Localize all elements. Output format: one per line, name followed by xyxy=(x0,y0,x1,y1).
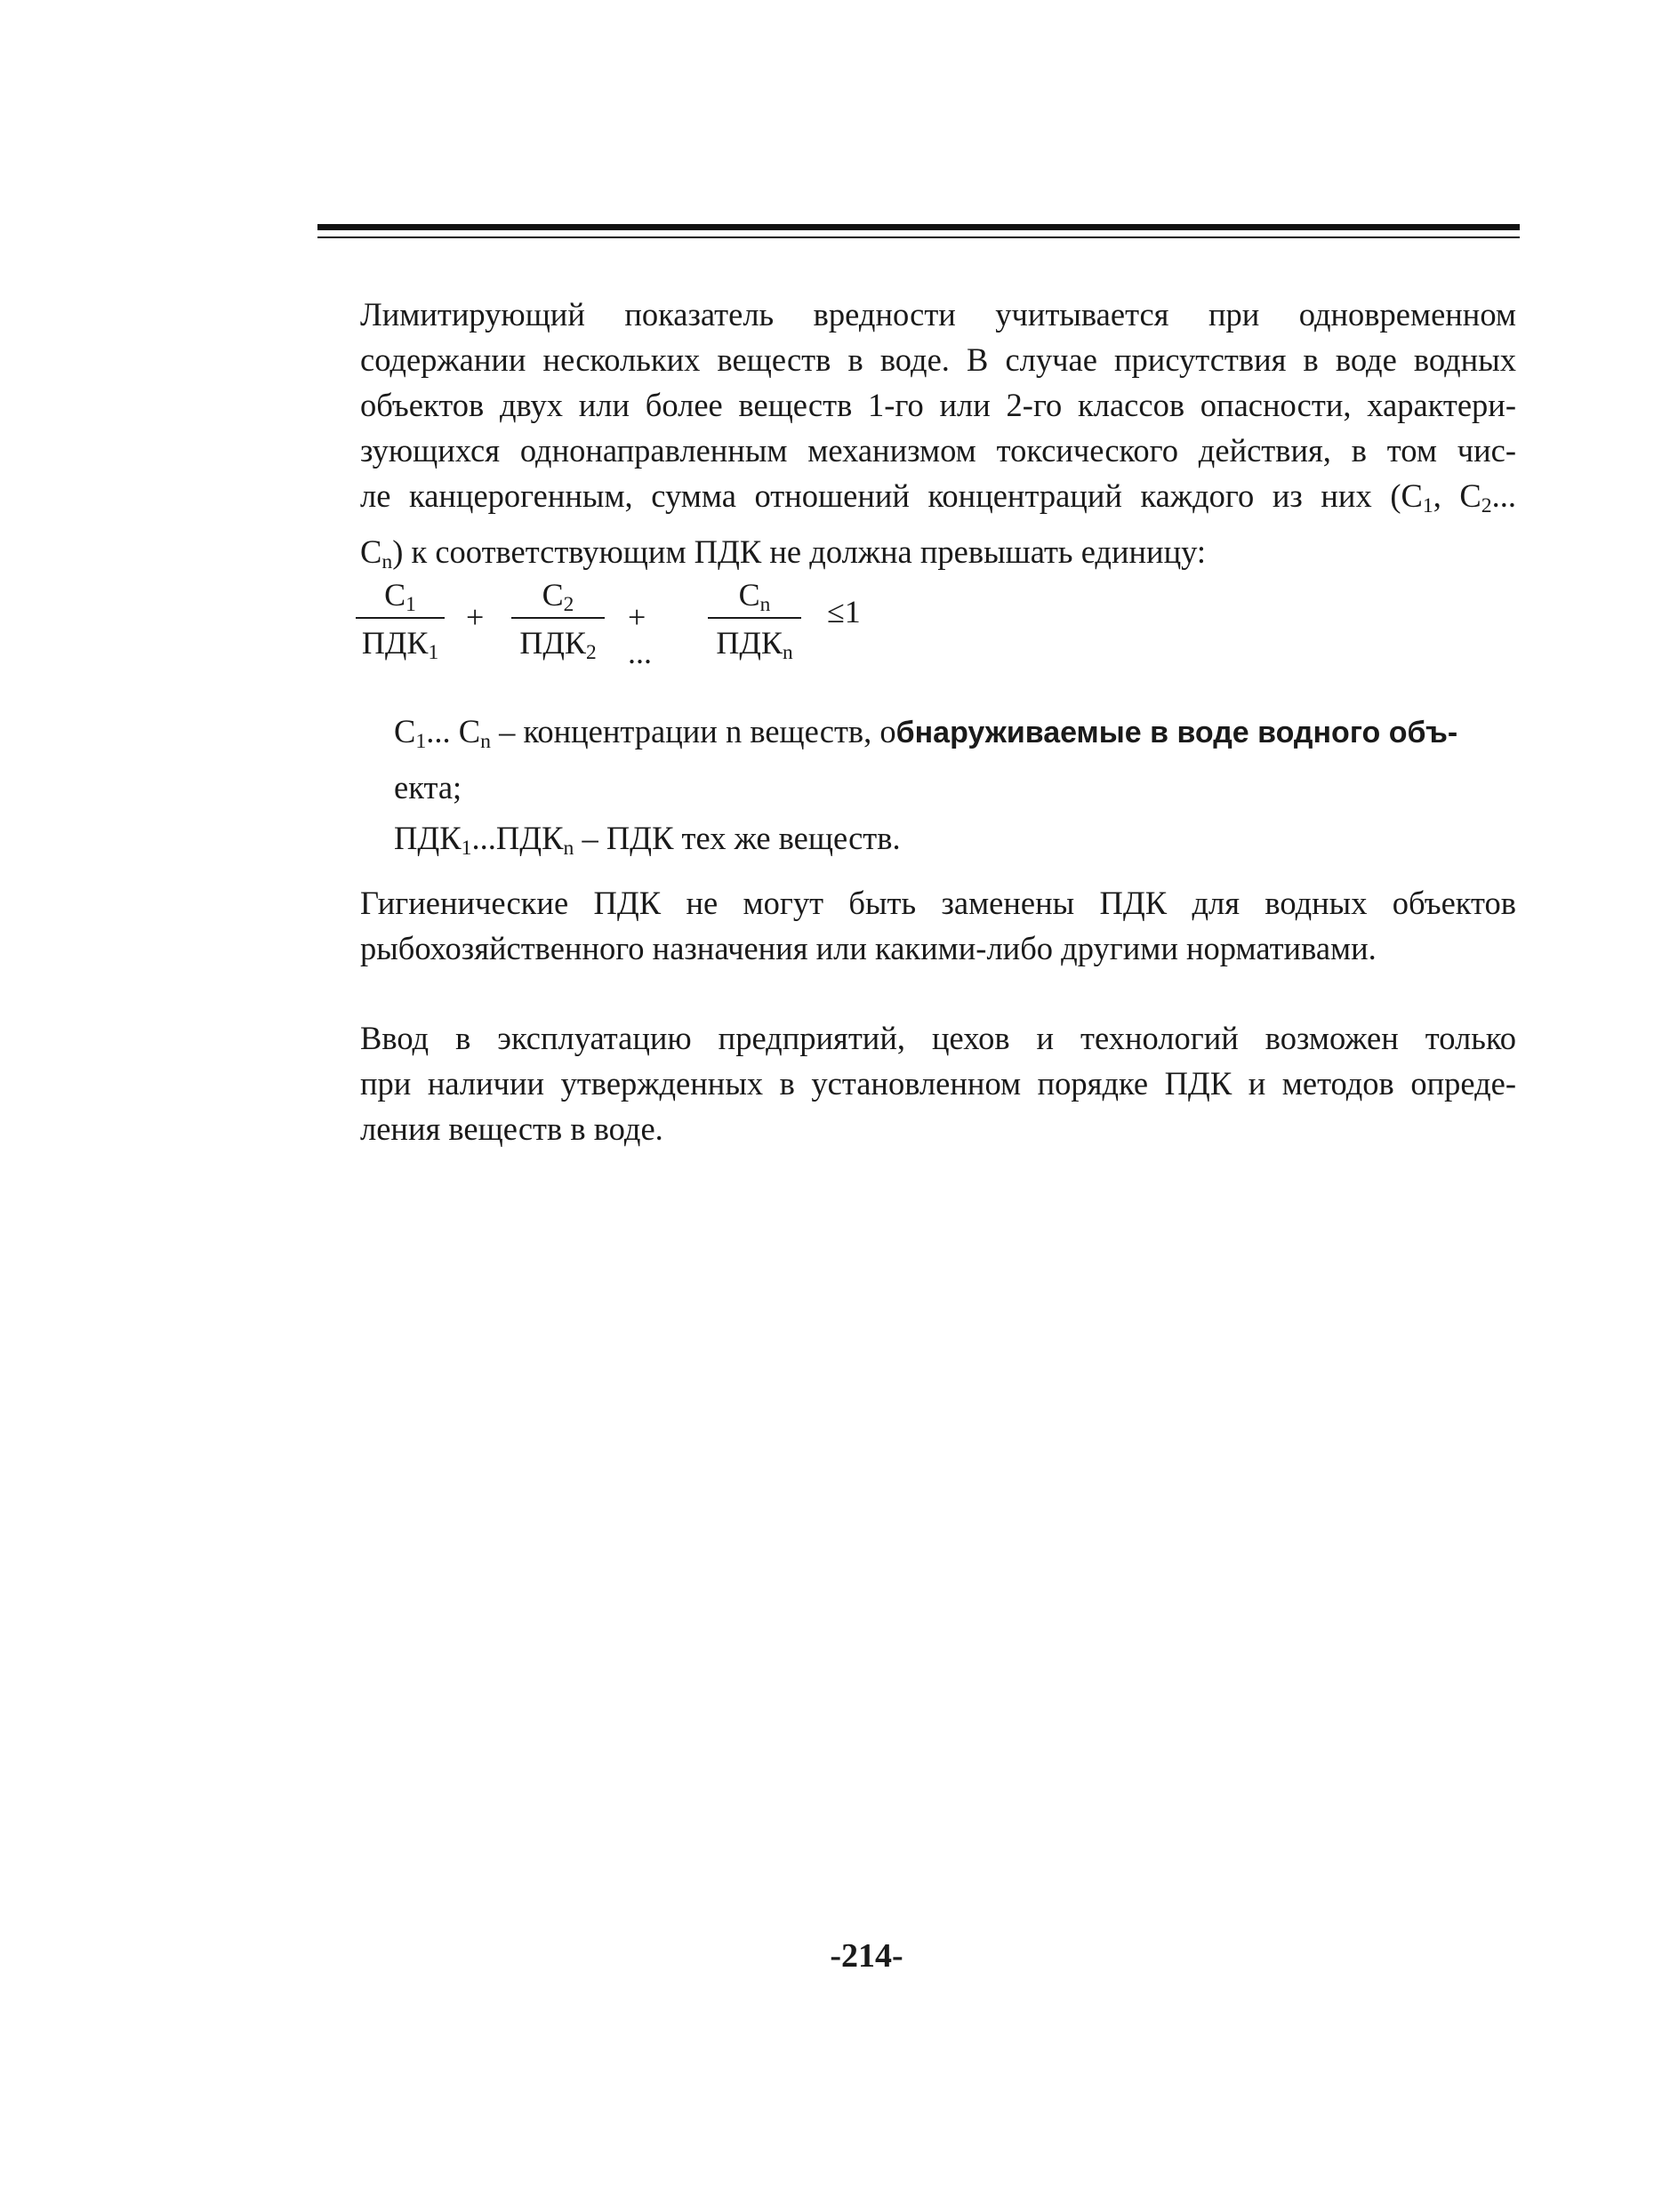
text-line: при наличии утвержденных в установленном порядке ПДК и методов опреде- xyxy=(360,1065,1516,1102)
fraction-bar xyxy=(356,617,445,619)
text-fragment: ле канцерогенным, сумма отношений концентраций каждого из них (C xyxy=(360,477,1423,514)
fraction-numerator: $C_n$ xyxy=(738,577,771,616)
text-line: содержании нескольких веществ в воде. В случае присутствия в воде водных xyxy=(360,341,1516,378)
definition-continuation: екта; xyxy=(394,768,462,805)
less-or-equal-relation: ≤1 xyxy=(827,594,861,629)
fraction-denominator: $ПДК_1$ xyxy=(361,625,439,664)
text-line: Гигиенические ПДК не могут быть заменены ПДК для водных объектов xyxy=(360,885,1516,921)
text-line: Лимитирующий показатель вредности учитывается при одновременном xyxy=(360,296,1516,333)
page-number xyxy=(0,1936,1662,1976)
text-line: зующихся однонаправленным механизмом токсического действия, в том чис- xyxy=(360,432,1516,469)
fraction-numerator: $C_1$ xyxy=(384,577,416,616)
text-fragment: , C xyxy=(1433,477,1481,514)
fraction-term-1 xyxy=(356,574,445,663)
subscript: n xyxy=(381,549,393,573)
paragraph-hygienic-pdk xyxy=(360,880,1516,971)
formula-definitions xyxy=(394,709,1516,871)
text-line: ления веществ в воде. xyxy=(360,1110,663,1147)
header-rule-thick xyxy=(317,224,1520,230)
definition-pdk: $ПДК_1...ПДК_n$ – ПДК тех же веществ. xyxy=(394,819,901,860)
header-rule-thin xyxy=(317,236,1520,238)
text-fragment: ... xyxy=(1491,477,1516,514)
text-line: Ввод в эксплуатацию предприятий, цехов и технологий возможен только xyxy=(360,1020,1516,1056)
paragraph-limiting-indicator xyxy=(360,292,1516,585)
page-number-label: -214- xyxy=(830,1937,903,1975)
plus-ellipsis-operator: + ... xyxy=(628,599,652,670)
plus-operator: + xyxy=(466,599,485,635)
fraction-denominator: $ПДК_2$ xyxy=(519,625,597,664)
text-line: объектов двух или более веществ 1-го или 2-го классов опасности, характери- xyxy=(360,387,1516,423)
fraction-term-2 xyxy=(511,574,605,663)
text-fragment: ) к соответствующим ПДК не должна превышать единицу: xyxy=(392,533,1207,570)
subscript: 1 xyxy=(1422,493,1433,517)
text-line: рыбохозяйственного назначения или какими-либо другими нормативами. xyxy=(360,930,1377,966)
fraction-term-n xyxy=(708,574,801,663)
definition-concentration: $C_1$... $C_n$ – концентрации n веществ, обнаруживаемые в воде водного объ- xyxy=(394,713,1458,753)
fraction-bar xyxy=(511,617,605,619)
paragraph-commissioning xyxy=(360,1015,1516,1151)
fraction-numerator: $C_2$ xyxy=(542,577,574,616)
text-line xyxy=(360,473,1516,529)
fraction-bar xyxy=(708,617,801,619)
fraction-denominator: $ПДК_n$ xyxy=(716,625,793,664)
text-fragment: C xyxy=(360,533,382,570)
subscript: 2 xyxy=(1481,493,1492,517)
